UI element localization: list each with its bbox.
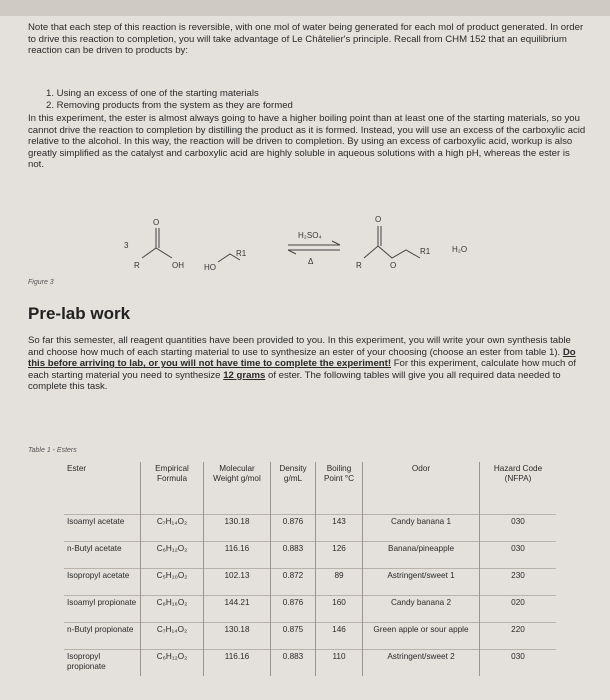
table-cell: Isopropyl acetate (64, 569, 141, 596)
table-cell: 030 (480, 542, 557, 569)
table-cell: 146 (316, 623, 363, 650)
table-cell: 130.18 (204, 623, 271, 650)
prelab-paragraph (28, 335, 588, 393)
table-cell: 102.13 (204, 569, 271, 596)
table-cell: 143 (316, 515, 363, 542)
acid-skeleton (142, 248, 172, 258)
table-cell: 116.16 (204, 542, 271, 569)
table-cell: 160 (316, 596, 363, 623)
ester-r1-label: R1 (420, 247, 431, 256)
table-row (64, 515, 556, 542)
forward-arrow-head (332, 241, 340, 245)
column-header: Molecular Weight g/mol (204, 462, 271, 515)
table-cell: 110 (316, 650, 363, 677)
table-cell: C₆H₁₂O₂ (141, 542, 204, 569)
reaction-scheme (60, 196, 540, 276)
water-label: H₂O (452, 245, 468, 254)
reverse-arrow-head (288, 250, 296, 254)
column-header: Boiling Point °C (316, 462, 363, 515)
table-cell: C₅H₁₀O₂ (141, 569, 204, 596)
ester-skeleton (364, 246, 420, 258)
table-cell: 130.18 (204, 515, 271, 542)
table-caption: Table 1 - Esters (28, 447, 77, 454)
ester-carbonyl-oxygen: O (375, 215, 382, 224)
prelab-warning: Do this before arriving to lab, or you will not have time to complete the experiment! (28, 346, 576, 370)
table-cell: Green apple or sour apple (363, 623, 480, 650)
list-item: 2. Removing products from the system as they are formed (46, 99, 293, 111)
table-cell: 0.883 (271, 542, 316, 569)
table-cell: C₈H₁₆O₂ (141, 596, 204, 623)
experiment-paragraph: In this experiment, the ester is almost always going to have a higher boiling point than at least one of the starting materials, so you cannot drive the reaction to completion by distilling the product as it is formed. Instead, you will use an excess of the carboxylic acid relative to the alcohol. In this way, the reaction will be driven to completion. By using an excess of carboxylic acid, workup is also greatly simplified as the catalyst and carboxylic acid are highly soluble in aqueous solutions with a high pH, whereas the ester is not. (28, 113, 586, 171)
prelab-text: of ester. The following tables will give you all required data needed to complete this task. (28, 369, 561, 393)
column-header: Density g/mL (271, 462, 316, 515)
table-cell: 020 (480, 596, 557, 623)
method-list (46, 88, 293, 111)
table-cell: 030 (480, 650, 557, 677)
top-bar (0, 0, 610, 16)
table-cell: 0.876 (271, 515, 316, 542)
ester-r-label: R (356, 261, 362, 270)
table-header-row (64, 462, 556, 515)
reaction-coefficient: 3 (124, 241, 129, 250)
column-header: Hazard Code (NFPA) (480, 462, 557, 515)
column-header: Odor (363, 462, 480, 515)
table-cell: 030 (480, 515, 557, 542)
column-header: Ester (67, 464, 87, 473)
heat-label: Δ (308, 257, 314, 266)
esters-table (64, 462, 556, 676)
table-cell: 116.16 (204, 650, 271, 677)
acid-oh-label: OH (172, 261, 184, 270)
prelab-text: For this experiment, calculate how much of each starting material you need to synthesize (28, 358, 577, 381)
table-cell: Astringent/sweet 1 (363, 569, 480, 596)
catalyst-label: H₂SO₄ (298, 231, 322, 240)
prelab-grams: 12 grams (223, 369, 266, 381)
table-cell: Astringent/sweet 2 (363, 650, 480, 677)
table-cell: 230 (480, 569, 557, 596)
table-cell: n-Butyl acetate (64, 542, 141, 569)
table-cell: n-Butyl propionate (64, 623, 141, 650)
prelab-heading: Pre-lab work (28, 304, 131, 323)
table-cell: Candy banana 2 (363, 596, 480, 623)
table-cell: 126 (316, 542, 363, 569)
table-cell: 0.875 (271, 623, 316, 650)
intro-paragraph: Note that each step of this reaction is reversible, with one mol of water being generated for each mol of product generated. In order to drive this reaction to completion, you will take advantage of Le Châtelier's principle. Recall from CHM 152 that an equilibrium reaction can be driven to products by: (28, 22, 584, 57)
table-cell: C₇H₁₄O₂ (141, 623, 204, 650)
table-cell: Isopropyl propionate (64, 650, 141, 677)
table-cell: 89 (316, 569, 363, 596)
ester-oxygen: O (390, 261, 397, 270)
table-cell: 0.876 (271, 596, 316, 623)
table-row (64, 623, 556, 650)
table-cell: Banana/pineapple (363, 542, 480, 569)
alcohol-r1-label: R1 (236, 249, 247, 258)
prelab-text: So far this semester, all reagent quantities have been provided to you. In this experiment, you will write your own synthesis table and choose how much of each starting material to use to synthesize an ester of your choosing (choose an ester from table 1). (28, 335, 571, 358)
table-cell: 0.883 (271, 650, 316, 677)
table-row (64, 596, 556, 623)
column-header: Empirical Formula (141, 462, 204, 515)
acid-oxygen: O (153, 218, 160, 227)
acid-r-label: R (134, 261, 140, 270)
table-cell: Isoamyl acetate (64, 515, 141, 542)
table-row (64, 569, 556, 596)
table-cell: Candy banana 1 (363, 515, 480, 542)
table-cell: 144.21 (204, 596, 271, 623)
list-item: 1. Using an excess of one of the starting materials (46, 88, 259, 99)
table-cell: C₆H₁₂O₂ (141, 650, 204, 677)
table-cell: 220 (480, 623, 557, 650)
alcohol-ho-label: HO (204, 263, 216, 272)
table-cell: 0.872 (271, 569, 316, 596)
table-row (64, 542, 556, 569)
figure-caption: Figure 3 (28, 279, 54, 286)
table-cell: Isoamyl propionate (64, 596, 141, 623)
table-cell: C₇H₁₄O₂ (141, 515, 204, 542)
table-row (64, 650, 556, 677)
